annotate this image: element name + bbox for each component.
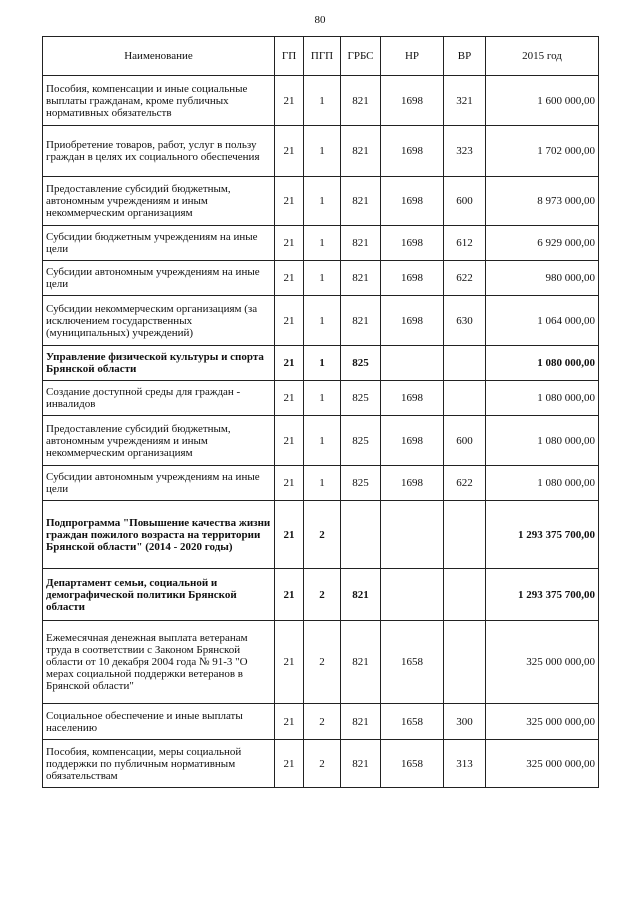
row-vr: 600 [444, 416, 486, 466]
table-row [43, 704, 599, 740]
budget-table [42, 36, 599, 788]
row-np: 1698 [381, 296, 444, 346]
table-row [43, 226, 599, 261]
row-pgp: 1 [304, 346, 341, 381]
row-name: Субсидии бюджетным учреждениям на иные цели [43, 226, 275, 261]
row-vr: 600 [444, 177, 486, 226]
row-vr: 313 [444, 740, 486, 788]
row-vr: 300 [444, 704, 486, 740]
row-vr [444, 346, 486, 381]
row-pgp: 1 [304, 261, 341, 296]
row-gp: 21 [275, 296, 304, 346]
row-vr: 630 [444, 296, 486, 346]
row-np: 1698 [381, 261, 444, 296]
row-gp: 21 [275, 740, 304, 788]
row-name: Ежемесячная денежная выплата ветеранам труда в соответствии с Законом Брянской области от 10 декабря 2004 года № 91-3 "О мерах социальной поддержки ветеранов в Брянской области" [43, 621, 275, 704]
row-pgp: 1 [304, 381, 341, 416]
row-pgp: 2 [304, 501, 341, 569]
row-amount: 325 000 000,00 [486, 704, 599, 740]
table-row [43, 346, 599, 381]
row-vr: 612 [444, 226, 486, 261]
row-grbs: 825 [341, 381, 381, 416]
row-amount: 6 929 000,00 [486, 226, 599, 261]
row-gp: 21 [275, 501, 304, 569]
row-vr [444, 621, 486, 704]
row-pgp: 2 [304, 569, 341, 621]
row-vr [444, 569, 486, 621]
row-amount: 325 000 000,00 [486, 621, 599, 704]
page-number: 80 [314, 14, 326, 26]
row-amount: 1 080 000,00 [486, 346, 599, 381]
row-name: Управление физической культуры и спорта Брянской области [43, 346, 275, 381]
row-np: 1658 [381, 621, 444, 704]
row-amount: 325 000 000,00 [486, 740, 599, 788]
row-grbs: 821 [341, 704, 381, 740]
row-amount: 8 973 000,00 [486, 177, 599, 226]
row-grbs: 821 [341, 76, 381, 126]
row-np [381, 346, 444, 381]
row-grbs: 825 [341, 466, 381, 501]
header-grbs: ГРБС [341, 37, 381, 76]
header-vr: ВР [444, 37, 486, 76]
header-amount: 2015 год [486, 37, 599, 76]
row-pgp: 1 [304, 226, 341, 261]
table-row [43, 76, 599, 126]
row-vr: 622 [444, 466, 486, 501]
row-amount: 1 600 000,00 [486, 76, 599, 126]
row-np: 1698 [381, 381, 444, 416]
row-amount: 980 000,00 [486, 261, 599, 296]
row-gp: 21 [275, 466, 304, 501]
row-amount: 1 293 375 700,00 [486, 501, 599, 569]
row-gp: 21 [275, 569, 304, 621]
row-pgp: 1 [304, 177, 341, 226]
table-row [43, 261, 599, 296]
row-gp: 21 [275, 416, 304, 466]
row-name: Предоставление субсидий бюджетным, автономным учреждениям и иным некоммерческим организациям [43, 177, 275, 226]
row-grbs: 821 [341, 569, 381, 621]
row-pgp: 1 [304, 466, 341, 501]
row-grbs: 821 [341, 261, 381, 296]
header-np: НР [381, 37, 444, 76]
table-row [43, 126, 599, 177]
header-name: Наименование [43, 37, 275, 76]
row-grbs: 825 [341, 346, 381, 381]
header-row [43, 37, 599, 76]
row-gp: 21 [275, 126, 304, 177]
row-pgp: 1 [304, 416, 341, 466]
row-name: Субсидии автономным учреждениям на иные цели [43, 261, 275, 296]
row-name: Пособия, компенсации и иные социальные выплаты гражданам, кроме публичных нормативных обязательств [43, 76, 275, 126]
table-row [43, 501, 599, 569]
row-pgp: 2 [304, 704, 341, 740]
row-grbs [341, 501, 381, 569]
table-row [43, 416, 599, 466]
row-np: 1698 [381, 177, 444, 226]
row-name: Пособия, компенсации, меры социальной поддержки по публичным нормативным обязательствам [43, 740, 275, 788]
row-gp: 21 [275, 177, 304, 226]
row-grbs: 821 [341, 740, 381, 788]
row-np: 1698 [381, 226, 444, 261]
row-amount: 1 080 000,00 [486, 381, 599, 416]
table-row [43, 381, 599, 416]
row-name: Приобретение товаров, работ, услуг в пользу граждан в целях их социального обеспечения [43, 126, 275, 177]
row-grbs: 821 [341, 226, 381, 261]
row-np: 1658 [381, 740, 444, 788]
table-row [43, 466, 599, 501]
row-gp: 21 [275, 261, 304, 296]
row-gp: 21 [275, 346, 304, 381]
row-np: 1698 [381, 416, 444, 466]
row-pgp: 1 [304, 296, 341, 346]
row-grbs: 825 [341, 416, 381, 466]
row-vr [444, 501, 486, 569]
row-pgp: 2 [304, 740, 341, 788]
row-np: 1658 [381, 704, 444, 740]
row-pgp: 1 [304, 76, 341, 126]
row-gp: 21 [275, 76, 304, 126]
row-amount: 1 702 000,00 [486, 126, 599, 177]
row-gp: 21 [275, 704, 304, 740]
row-vr: 622 [444, 261, 486, 296]
row-name: Субсидии некоммерческим организациям (за исключением государственных (муниципальных) учреждений) [43, 296, 275, 346]
row-pgp: 2 [304, 621, 341, 704]
row-vr [444, 381, 486, 416]
row-amount: 1 080 000,00 [486, 466, 599, 501]
table-row [43, 177, 599, 226]
row-np [381, 569, 444, 621]
row-amount: 1 064 000,00 [486, 296, 599, 346]
row-np: 1698 [381, 466, 444, 501]
row-grbs: 821 [341, 177, 381, 226]
row-amount: 1 080 000,00 [486, 416, 599, 466]
row-name: Социальное обеспечение и иные выплаты населению [43, 704, 275, 740]
row-name: Создание доступной среды для граждан - инвалидов [43, 381, 275, 416]
row-grbs: 821 [341, 621, 381, 704]
row-name: Департамент семьи, социальной и демографической политики Брянской области [43, 569, 275, 621]
row-amount: 1 293 375 700,00 [486, 569, 599, 621]
table-row [43, 569, 599, 621]
row-np: 1698 [381, 126, 444, 177]
row-gp: 21 [275, 226, 304, 261]
header-pgp: ПГП [304, 37, 341, 76]
row-grbs: 821 [341, 126, 381, 177]
row-pgp: 1 [304, 126, 341, 177]
table-row [43, 621, 599, 704]
header-gp: ГП [275, 37, 304, 76]
row-name: Подпрограмма "Повышение качества жизни граждан пожилого возраста на территории Брянской области" (2014 - 2020 годы) [43, 501, 275, 569]
row-vr: 321 [444, 76, 486, 126]
row-name: Предоставление субсидий бюджетным, автономным учреждениям и иным некоммерческим организациям [43, 416, 275, 466]
row-gp: 21 [275, 621, 304, 704]
row-vr: 323 [444, 126, 486, 177]
row-np [381, 501, 444, 569]
row-grbs: 821 [341, 296, 381, 346]
row-gp: 21 [275, 381, 304, 416]
table-row [43, 740, 599, 788]
row-name: Субсидии автономным учреждениям на иные цели [43, 466, 275, 501]
row-np: 1698 [381, 76, 444, 126]
table-row [43, 296, 599, 346]
